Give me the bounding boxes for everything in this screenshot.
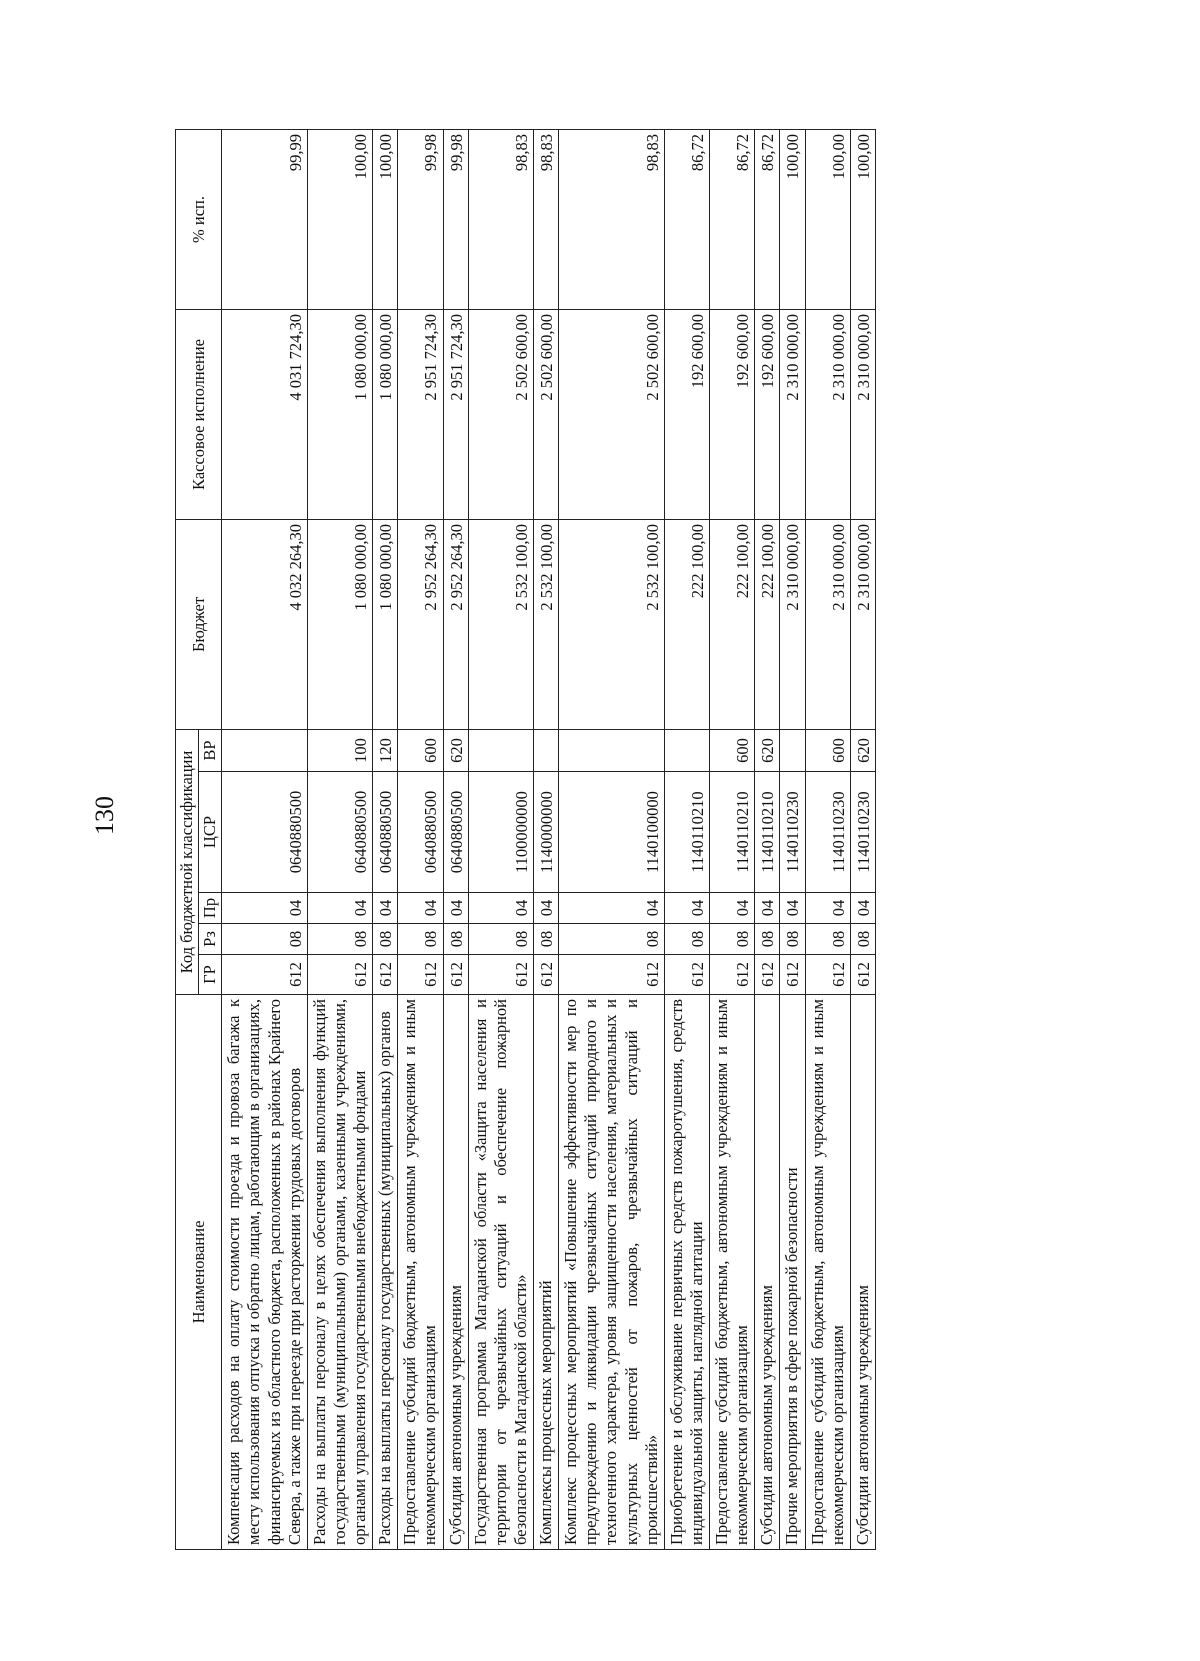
- header-budget: Бюджет: [176, 519, 222, 729]
- row-name: Субсидии автономным учреждениям: [850, 995, 875, 1550]
- row-rz: 08: [534, 924, 559, 955]
- row-gr: 612: [468, 955, 533, 995]
- row-pct: 100,00: [780, 129, 805, 309]
- row-csr: 0640880500: [307, 772, 372, 893]
- row-cash: 1 080 000,00: [373, 309, 398, 519]
- row-cash: 2 502 600,00: [468, 309, 533, 519]
- row-cash: 2 502 600,00: [534, 309, 559, 519]
- row-budget: 2 310 000,00: [805, 519, 850, 729]
- header-pr: Пр: [199, 893, 222, 924]
- table-row: [805, 129, 850, 1549]
- table-row: [468, 129, 533, 1549]
- row-cash: 192 600,00: [755, 309, 780, 519]
- row-rz: 08: [373, 924, 398, 955]
- row-gr: 612: [443, 955, 468, 995]
- row-gr: 612: [398, 955, 443, 995]
- row-cash: 192 600,00: [664, 309, 709, 519]
- row-gr: 612: [664, 955, 709, 995]
- row-vr: 120: [373, 729, 398, 771]
- row-gr: 612: [534, 955, 559, 995]
- row-gr: 612: [307, 955, 372, 995]
- header-gr: ГР: [199, 955, 222, 995]
- row-budget: 1 080 000,00: [373, 519, 398, 729]
- row-budget: 222 100,00: [664, 519, 709, 729]
- table-row: [373, 129, 398, 1549]
- row-cash: 2 502 600,00: [559, 309, 665, 519]
- row-budget: 222 100,00: [755, 519, 780, 729]
- row-pr: 04: [805, 893, 850, 924]
- row-name: Предоставление субсидий бюджетным, автономным учреждениям и иным некоммерческим организациям: [398, 995, 443, 1550]
- row-pr: 04: [664, 893, 709, 924]
- row-cash: 2 951 724,30: [398, 309, 443, 519]
- row-budget: 1 080 000,00: [307, 519, 372, 729]
- row-pct: 86,72: [710, 129, 755, 309]
- row-budget: 2 310 000,00: [850, 519, 875, 729]
- row-pct: 100,00: [373, 129, 398, 309]
- row-budget: 2 532 100,00: [534, 519, 559, 729]
- header-cash: Кассовое исполнение: [176, 309, 222, 519]
- row-rz: 08: [443, 924, 468, 955]
- header-code-group: Код бюджетной классификации: [176, 729, 199, 994]
- table-row: [443, 129, 468, 1549]
- row-budget: 2 532 100,00: [468, 519, 533, 729]
- row-rz: 08: [398, 924, 443, 955]
- row-name: Предоставление субсидий бюджетным, автономным учреждениям и иным некоммерческим организациям: [710, 995, 755, 1550]
- table-row: [850, 129, 875, 1549]
- row-rz: 08: [850, 924, 875, 955]
- row-rz: 08: [559, 924, 665, 955]
- row-name: Субсидии автономным учреждениям: [443, 995, 468, 1550]
- row-pr: 04: [534, 893, 559, 924]
- row-csr: 1100000000: [468, 772, 533, 893]
- row-pct: 100,00: [805, 129, 850, 309]
- row-rz: 08: [780, 924, 805, 955]
- row-rz: 08: [755, 924, 780, 955]
- row-pr: 04: [710, 893, 755, 924]
- row-rz: 08: [307, 924, 372, 955]
- row-vr: [222, 729, 308, 771]
- row-pr: 04: [559, 893, 665, 924]
- table-row: [710, 129, 755, 1549]
- row-gr: 612: [755, 955, 780, 995]
- table-row: [664, 129, 709, 1549]
- row-cash: 2 310 000,00: [805, 309, 850, 519]
- row-name: Комплексы процессных мероприятий: [534, 995, 559, 1550]
- row-name: Предоставление субсидий бюджетным, автономным учреждениям и иным некоммерческим организациям: [805, 995, 850, 1550]
- row-name: Приобретение и обслуживание первичных средств пожаротушения, средств индивидуальной защиты, наглядной агитации: [664, 995, 709, 1550]
- row-pr: 04: [755, 893, 780, 924]
- row-csr: 0640880500: [222, 772, 308, 893]
- row-budget: 222 100,00: [710, 519, 755, 729]
- row-rz: 08: [805, 924, 850, 955]
- row-pct: 100,00: [850, 129, 875, 309]
- table-row: [534, 129, 559, 1549]
- row-vr: [534, 729, 559, 771]
- row-name: Расходы на выплаты персоналу в целях обеспечения выполнения функций государственными (муниципальными) органами, казенными учреждениями, органами управления государственными внебюджетными фондами: [307, 995, 372, 1550]
- row-pr: 04: [307, 893, 372, 924]
- row-pct: 98,83: [559, 129, 665, 309]
- row-vr: 620: [850, 729, 875, 771]
- row-rz: 08: [710, 924, 755, 955]
- row-csr: 1140110230: [805, 772, 850, 893]
- rotated-page: [80, 120, 1040, 1570]
- row-pr: 04: [850, 893, 875, 924]
- row-vr: [780, 729, 805, 771]
- row-gr: 612: [805, 955, 850, 995]
- row-budget: 2 310 000,00: [780, 519, 805, 729]
- row-rz: 08: [222, 924, 308, 955]
- row-vr: [468, 729, 533, 771]
- row-name: Компенсация расходов на оплату стоимости проезда и провоза багажа к месту использования отпуска и обратно лицам, работающим в организациях, финансируемых из областного бюджета, расположенных в районах Крайнего Севера, а также при переезде при расторжении трудовых договоров: [222, 995, 308, 1550]
- row-csr: 0640880500: [398, 772, 443, 893]
- header-vr: ВР: [199, 729, 222, 771]
- row-pr: 04: [398, 893, 443, 924]
- row-pct: 99,98: [398, 129, 443, 309]
- row-csr: 1140000000: [534, 772, 559, 893]
- row-cash: 4 031 724,30: [222, 309, 308, 519]
- row-rz: 08: [468, 924, 533, 955]
- row-gr: 612: [222, 955, 308, 995]
- row-pct: 98,83: [534, 129, 559, 309]
- row-budget: 4 032 264,30: [222, 519, 308, 729]
- row-name: Государственная программа Магаданской области «Защита населения и территории от чрезвычайных ситуаций и обеспечение пожарной безопасности в Магаданской области»: [468, 995, 533, 1550]
- table-row: [780, 129, 805, 1549]
- header-name: Наименование: [176, 995, 222, 1550]
- row-name: Расходы на выплаты персоналу государственных (муниципальных) органов: [373, 995, 398, 1550]
- row-cash: 2 310 000,00: [850, 309, 875, 519]
- table-body: [222, 129, 876, 1549]
- header-csr: ЦСР: [199, 772, 222, 893]
- row-cash: 192 600,00: [710, 309, 755, 519]
- row-pct: 98,83: [468, 129, 533, 309]
- row-budget: 2 952 264,30: [398, 519, 443, 729]
- row-budget: 2 532 100,00: [559, 519, 665, 729]
- table-row: [755, 129, 780, 1549]
- table-row: [398, 129, 443, 1549]
- row-pct: 86,72: [664, 129, 709, 309]
- row-csr: 1140110210: [710, 772, 755, 893]
- header-rz: Рз: [199, 924, 222, 955]
- row-name: Комплекс процессных мероприятий «Повышение эффективности мер по предупреждению и ликвидации чрезвычайных ситуаций природного и техногенного характера, уровня защищенности населения, материальных и культурных ценностей от пожаров, чрезвычайных ситуаций и происшествий»: [559, 995, 665, 1550]
- row-csr: 1140110210: [755, 772, 780, 893]
- row-pct: 99,98: [443, 129, 468, 309]
- row-vr: 600: [710, 729, 755, 771]
- row-pr: 04: [780, 893, 805, 924]
- table-row: [222, 129, 308, 1549]
- table-row: [307, 129, 372, 1549]
- row-gr: 612: [559, 955, 665, 995]
- row-csr: 0640880500: [373, 772, 398, 893]
- page-number: 130: [90, 796, 119, 835]
- row-vr: 620: [443, 729, 468, 771]
- row-name: Субсидии автономным учреждениям: [755, 995, 780, 1550]
- row-vr: 600: [805, 729, 850, 771]
- row-pct: 86,72: [755, 129, 780, 309]
- row-gr: 612: [373, 955, 398, 995]
- row-cash: 2 951 724,30: [443, 309, 468, 519]
- row-csr: 1140100000: [559, 772, 665, 893]
- row-vr: 100: [307, 729, 372, 771]
- row-pct: 99,99: [222, 129, 308, 309]
- row-pr: 04: [468, 893, 533, 924]
- row-csr: 1140110230: [850, 772, 875, 893]
- row-gr: 612: [850, 955, 875, 995]
- row-pct: 100,00: [307, 129, 372, 309]
- row-cash: 2 310 000,00: [780, 309, 805, 519]
- row-vr: 620: [755, 729, 780, 771]
- row-gr: 612: [780, 955, 805, 995]
- row-rz: 08: [664, 924, 709, 955]
- row-pr: 04: [373, 893, 398, 924]
- header-pct: % исп.: [176, 129, 222, 309]
- row-gr: 612: [710, 955, 755, 995]
- budget-table: [175, 129, 876, 1550]
- row-vr: [664, 729, 709, 771]
- row-vr: 600: [398, 729, 443, 771]
- row-name: Прочие мероприятия в сфере пожарной безопасности: [780, 995, 805, 1550]
- row-pr: 04: [222, 893, 308, 924]
- row-csr: 1140110230: [780, 772, 805, 893]
- row-csr: 1140110210: [664, 772, 709, 893]
- row-pr: 04: [443, 893, 468, 924]
- table-row: [559, 129, 665, 1549]
- row-csr: 0640880500: [443, 772, 468, 893]
- row-cash: 1 080 000,00: [307, 309, 372, 519]
- row-budget: 2 952 264,30: [443, 519, 468, 729]
- row-vr: [559, 729, 665, 771]
